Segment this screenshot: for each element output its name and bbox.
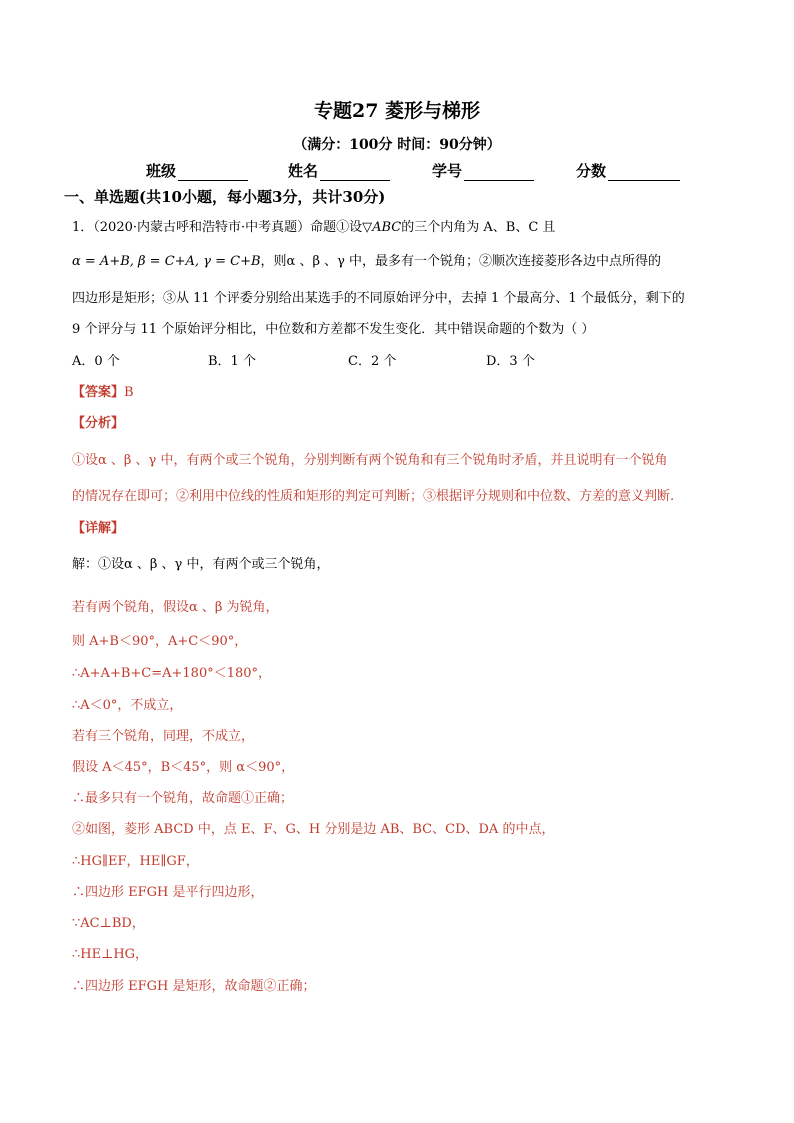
number-field <box>432 160 534 181</box>
triangle-symbol: ▽ABC <box>362 220 402 235</box>
option-a: A．0 个 <box>72 354 120 369</box>
detail-line: ∵AC⊥BD， <box>72 916 145 931</box>
detail-line: 解：①设α 、β 、γ 中，有两个或三个锐角， <box>72 557 330 572</box>
answer-line <box>72 381 134 400</box>
section-title: 一、单选题(共10小题，每小题3分，共计30分) <box>64 188 386 206</box>
answer-label: 【答案】 <box>72 385 125 400</box>
class-blank <box>178 164 248 181</box>
analysis-label: 【分析】 <box>72 416 125 431</box>
name-blank <box>320 164 390 181</box>
detail-line: ∴四边形 EFGH 是矩形，故命题②正确； <box>72 979 316 994</box>
question-formula: α = A+B, β = C+A, γ = C+B <box>72 254 261 269</box>
detail-label: 【详解】 <box>72 521 125 536</box>
detail-line: ∴最多只有一个锐角，故命题①正确； <box>72 791 294 806</box>
score-time-line: （满分：100分 时间：90分钟） <box>293 137 501 153</box>
question-line-1: 1．（2020·内蒙古呼和浩特市·中考真题）命题①设▽ABC的三个内角为 A、B、C 且 <box>72 220 556 235</box>
score-blank <box>608 164 680 181</box>
analysis-line-1: ①设α 、β 、γ 中，有两个或三个锐角，分别判断有两个锐角和有三个锐角时矛盾，并且说明有一个锐角 <box>72 453 668 468</box>
detail-line: 假设 A＜45°，B＜45°，则 α＜90°， <box>72 760 295 775</box>
detail-line: ∴HG∥EF，HE∥GF， <box>72 854 199 869</box>
detail-line: ∴A+A+B+C=A+180°＜180°， <box>72 666 272 681</box>
detail-line: ∴四边形 EFGH 是平行四边形， <box>72 885 264 900</box>
detail-line: 若有两个锐角，假设α 、β 为锐角， <box>72 600 279 615</box>
detail-line: 若有三个锐角，同理，不成立， <box>72 729 255 744</box>
name-label: 姓名 <box>288 162 319 180</box>
option-b: B．1 个 <box>208 354 256 369</box>
detail-line: ∴HE⊥HG， <box>72 947 149 962</box>
detail-line: 则 A+B＜90°，A+C＜90°， <box>72 634 248 649</box>
detail-line: ∴A＜0°，不成立， <box>72 698 183 713</box>
analysis-line-2: 的情况存在即可；②利用中位线的性质和矩形的判定可判断；③根据评分规则和中位数、方差的意义判断. <box>72 489 675 504</box>
options-row <box>72 350 732 368</box>
student-info-line <box>146 160 706 182</box>
question-line-3: 四边形是矩形；③从 11 个评委分别给出某选手的不同原始评分中，去掉 1 个最高分、1 个最低分，剩下的 <box>72 291 685 306</box>
name-field <box>288 160 390 181</box>
number-label: 学号 <box>432 162 463 180</box>
option-c: C．2 个 <box>348 354 397 369</box>
class-field <box>146 160 248 181</box>
question-line-4: 9 个评分与 11 个原始评分相比，中位数和方差都不发生变化．其中错误命题的个数为（ ） <box>72 322 595 337</box>
option-d: D．3 个 <box>486 354 535 369</box>
score-field <box>576 160 680 181</box>
question-line-2: α = A+B, β = C+A, γ = C+B，则α 、β 、γ 中，最多有一个锐角；②顺次连接菱形各边中点所得的 <box>72 254 661 269</box>
score-label: 分数 <box>576 162 607 180</box>
page-title: 专题27 菱形与梯形 <box>313 100 481 122</box>
answer-value: B <box>124 385 134 400</box>
class-label: 班级 <box>146 162 177 180</box>
number-blank <box>464 164 534 181</box>
detail-line: ②如图，菱形 ABCD 中，点 E、F、G、H 分别是边 AB、BC、CD、DA 的中点， <box>72 822 555 837</box>
